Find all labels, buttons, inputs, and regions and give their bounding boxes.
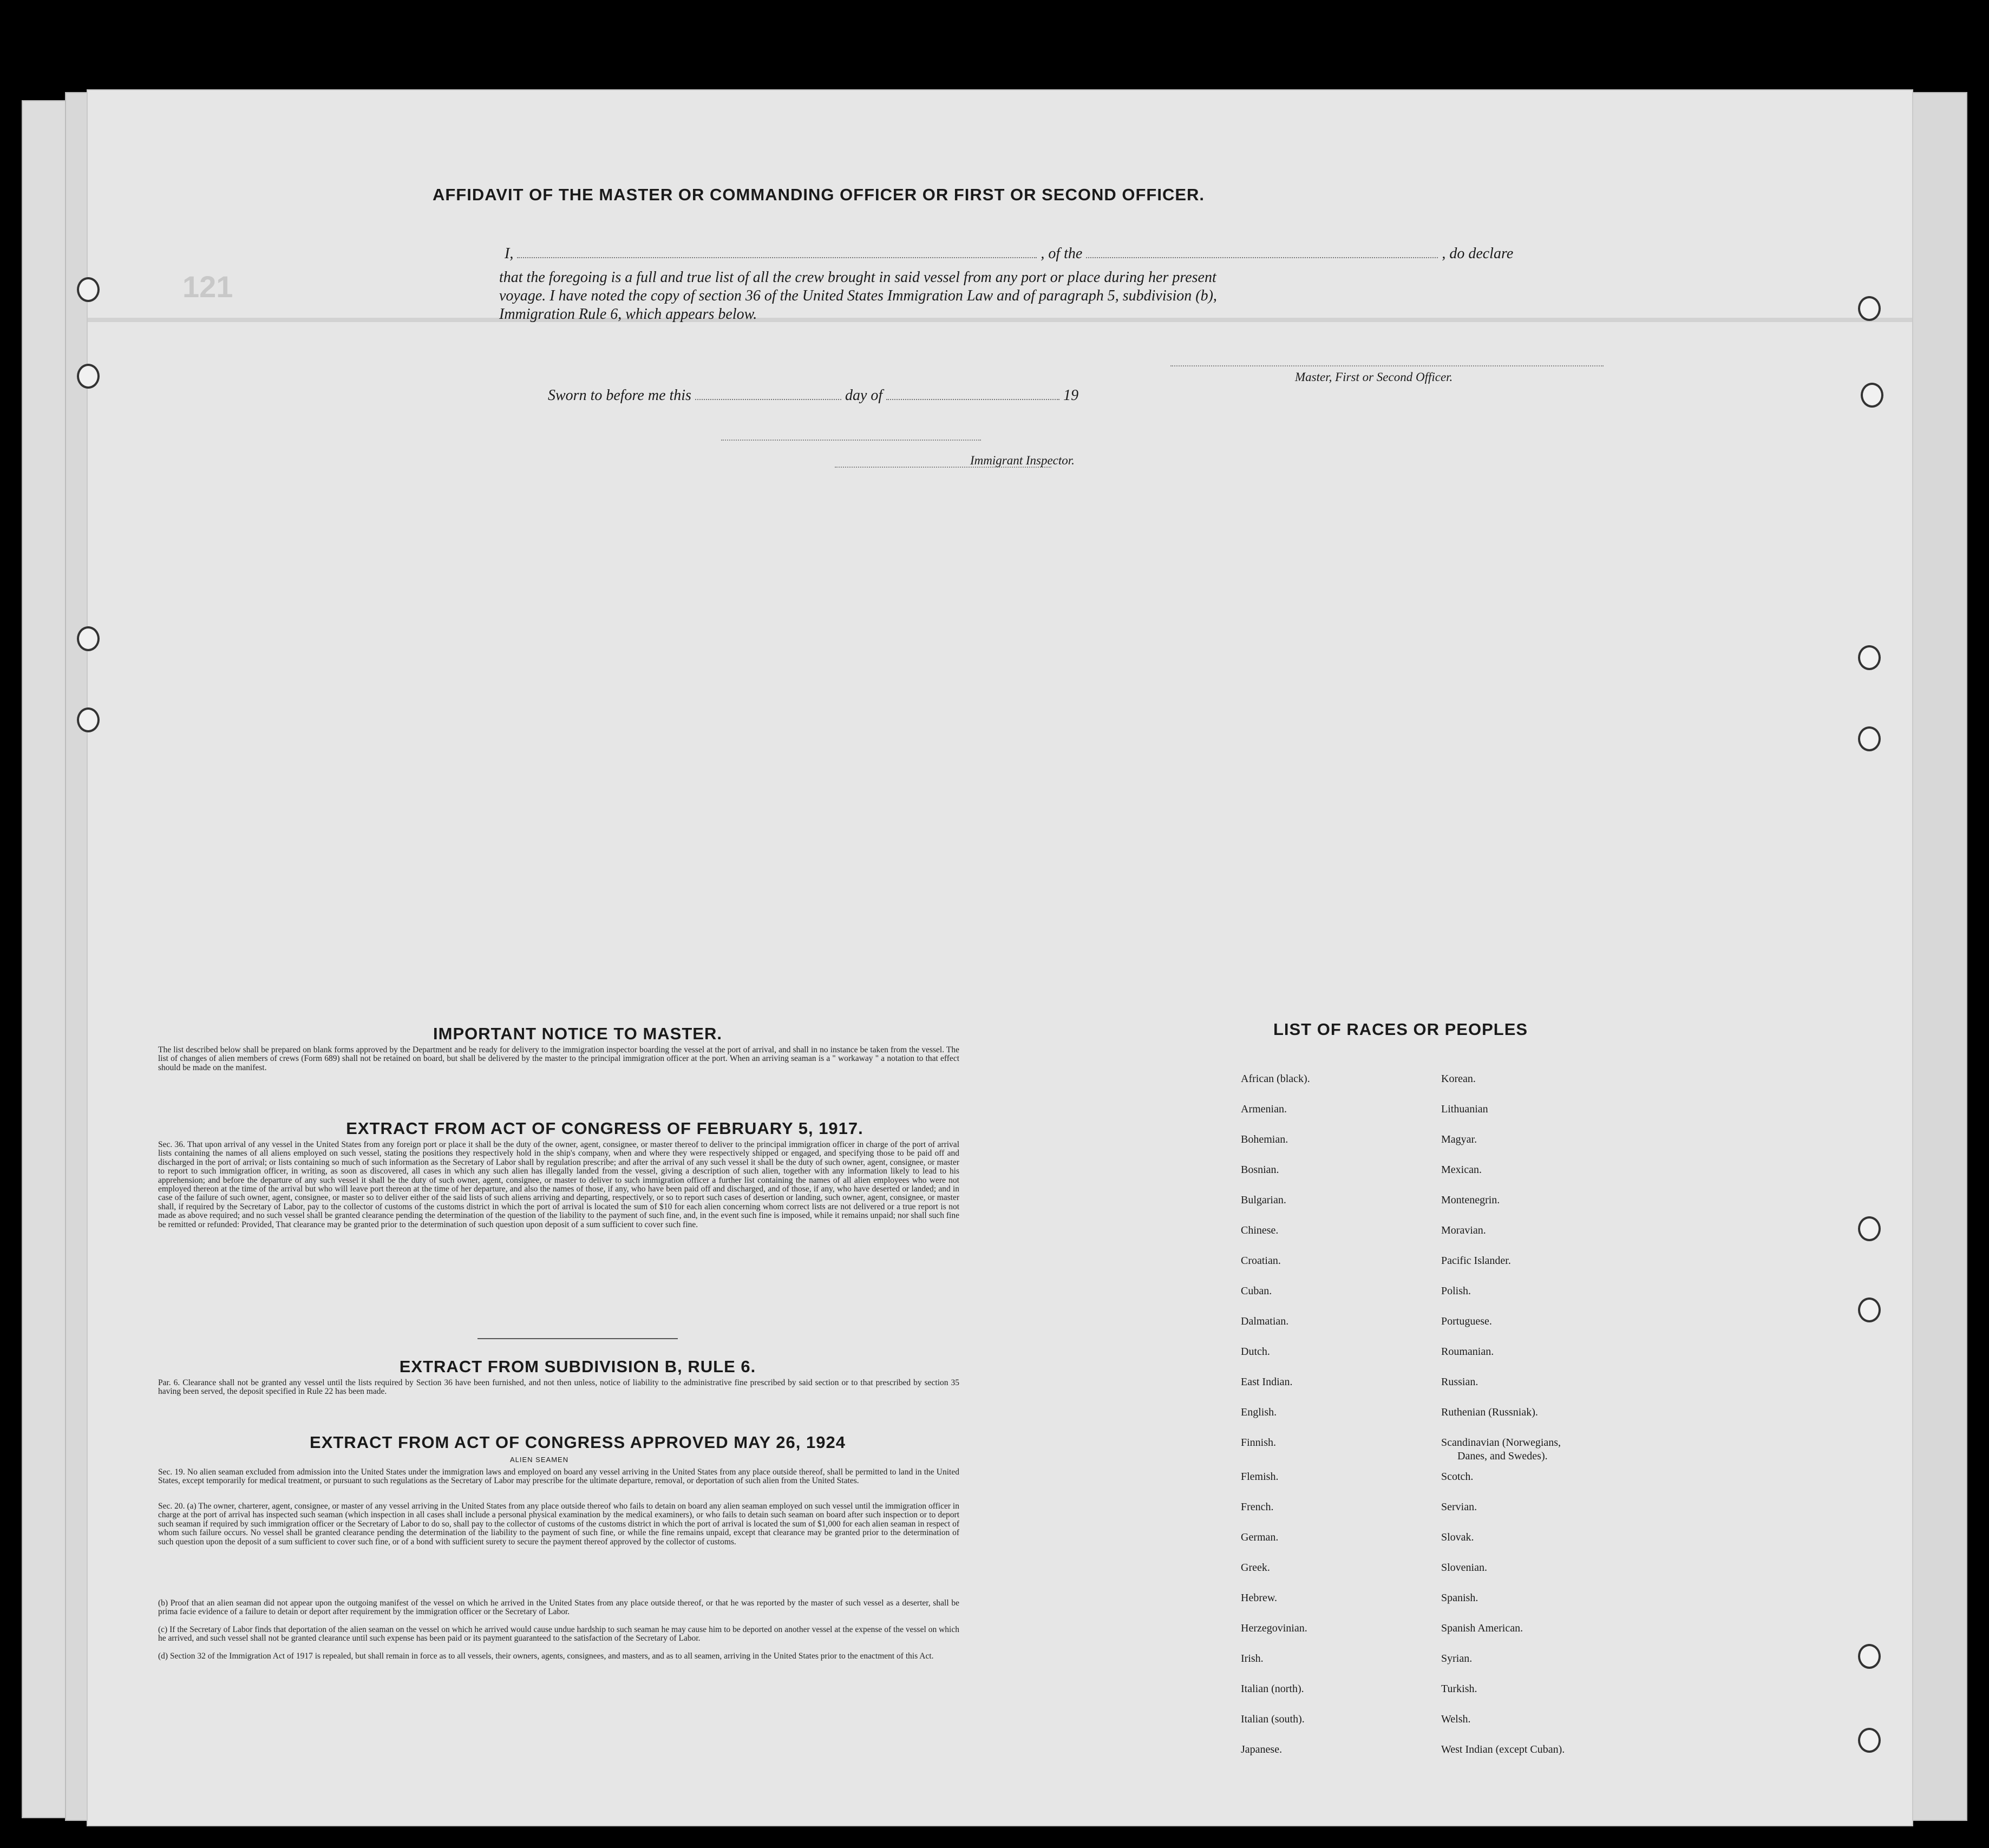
extract-rule6-title: EXTRACT FROM SUBDIVISION B, RULE 6. — [399, 1357, 756, 1376]
race-item: African (black). — [1241, 1073, 1310, 1085]
race-item: Mexican. — [1441, 1164, 1482, 1176]
affidavit-text-line: voyage. I have noted the copy of section 36 of the United States Immigration Law and of paragraph 5, subdivision (b), — [499, 287, 1217, 304]
race-item: Scotch. — [1441, 1471, 1474, 1483]
sworn-day-blank[interactable] — [695, 387, 841, 400]
punch-hole — [1858, 1216, 1881, 1241]
punch-hole — [1861, 383, 1883, 408]
affidavit-text-line: that the foregoing is a full and true list of all the crew brought in said vessel from any port or place during her present — [499, 269, 1216, 286]
race-item: English. — [1241, 1406, 1277, 1418]
punch-hole — [1858, 296, 1881, 321]
punch-hole — [1858, 1728, 1881, 1753]
race-item: Japanese. — [1241, 1744, 1283, 1755]
affidavit-i: I, — [505, 245, 514, 262]
race-item: Lithuanian — [1441, 1103, 1488, 1115]
race-item: Bosnian. — [1241, 1164, 1279, 1176]
race-item: Roumanian. — [1441, 1346, 1494, 1358]
race-item: Armenian. — [1241, 1103, 1287, 1115]
extract-1924-sec19: Sec. 19. No alien seaman excluded from admission into the United States under the immigration laws and employed on board any vessel arriving in the United States from any place outside thereof, shall be permitted to land in the United States, except temporarily for medical treatment, or pursuant to such regulations as the Secretary of Labor may prescribe for the ultimate departure, removal, or deportation of such alien from the United States. — [158, 1467, 959, 1486]
race-item: Hebrew. — [1241, 1592, 1278, 1604]
race-item: East Indian. — [1241, 1376, 1293, 1388]
punch-hole — [77, 277, 100, 302]
punch-hole — [77, 626, 100, 651]
race-item: Welsh. — [1441, 1713, 1471, 1725]
race-item: Spanish. — [1441, 1592, 1478, 1604]
race-item: Polish. — [1441, 1285, 1471, 1297]
sworn-prefix: Sworn to before me this — [548, 387, 691, 404]
section-divider — [477, 1338, 678, 1339]
affidavit-of-the: , of the — [1041, 245, 1083, 262]
punch-hole — [1858, 1644, 1881, 1669]
race-item: Slovenian. — [1441, 1562, 1487, 1574]
extract-1924-sec20c: (c) If the Secretary of Labor finds that deportation of the alien seaman on the vessel on which he arrived would cause undue hardship to such seaman he may cause him to be deported on another vessel at the expense of the vessel on which he arrived, and such vessel shall not be granted clearance until such expense has been paid or its payment guaranteed to the satisfaction of the Secretary of Labor. — [158, 1625, 959, 1643]
race-item: Portuguese. — [1441, 1315, 1492, 1327]
extract-1924-subtitle: ALIEN SEAMEN — [510, 1456, 569, 1464]
race-item: Croatian. — [1241, 1255, 1281, 1267]
affidavit-title: AFFIDAVIT OF THE MASTER OR COMMANDING OFFICER OR FIRST OR SECOND OFFICER. — [432, 185, 1205, 204]
race-item: Magyar. — [1441, 1133, 1477, 1145]
race-item: Russian. — [1441, 1376, 1478, 1388]
race-item: Slovak. — [1441, 1531, 1474, 1543]
race-item: Italian (north). — [1241, 1683, 1304, 1695]
race-item: French. — [1241, 1501, 1274, 1513]
extract-1917-body: Sec. 36. That upon arrival of any vessel in the United States from any foreign port or place it shall be the duty of the owner, agent, consignee, or master thereof to deliver to the principal immigration officer in charge of the port of arrival lists containing the names of all aliens employed on such vessel, stating the positions they respectively hold in the ship's company, when and where they were respectively shipped or engaged, and specifying those to be paid off and discharged in the port of arrival; or lists containing so much of such information as the Secretary of Labor shall by regulation prescribe; and after the arrival of any such vessel it shall be the duty of such owner, agent, consignee, or master to report to such immigration officer, in writing, as soon as discovered, all cases in which any such alien has illegally landed from the vessel, giving a description of such alien, together with any information likely to lead to his apprehension; and before the departure of any such vessel it shall be the duty of such owner, agent, consignee, or master to deliver to such immigration officer a further list containing the names of all alien employees who were not employed thereon at the time of the arrival but who will leave port thereon at the time of her departure, and also the names of those, if any, who have been paid off and discharged, and of those, if any, who have deserted or landed; and in case of the failure of such owner, agent, consignee, or master so to deliver either of the said lists of such aliens arriving and departing, respectively, or so to report such cases of desertion or landing, such owner, agent, consignee, or master shall, if required by the Secretary of Labor, pay to the collector of customs of the customs district in which the port of arrival is located the sum of $10 for each alien concerning whom correct lists are not delivered or a true report is not made as above required; and no such vessel shall be granted clearance pending the determination of the question of the liability to the payment of such fine, and, in the event such fine is imposed, while it remains unpaid; nor shall such fine be remitted or refunded: Provided, That clearance may be granted prior to the determination of such question upon deposit of a sum sufficient to cover such fine. — [158, 1140, 959, 1229]
race-item: Dalmatian. — [1241, 1315, 1289, 1327]
race-item: West Indian (except Cuban). — [1441, 1744, 1565, 1755]
punch-hole — [77, 364, 100, 389]
extract-1924-sec20a: Sec. 20. (a) The owner, charterer, agent, consignee, or master of any vessel arriving in the United States from any place outside thereof who fails to detain on board any alien seaman employed on such vessel until the immigration officer in charge at the port of arrival has inspected such seaman (which inspection in all cases shall include a personal physical examination by the medical examiners), or who fails to detain such seaman on board after such inspection or to deport such seaman if required by such immigration officer or the Secretary of Labor to do so, shall pay to the collector of customs of the customs district in which the port of arrival is located the sum of $1,000 for each alien seaman in respect of whom such failure occurs. No vessel shall be granted clearance pending the determination of the liability to the payment of such fine, or while the fine remains unpaid, except that clearance may be granted prior to the determination of such question upon the deposit of a sum sufficient to cover such fine, or of a bond with sufficient surety to secure the payment thereof approved by the collector of customs. — [158, 1502, 959, 1546]
sworn-line — [548, 386, 1078, 405]
signature-line[interactable] — [1170, 365, 1604, 366]
inspector-caption: Immigrant Inspector. — [970, 454, 1075, 467]
race-item: Irish. — [1241, 1653, 1264, 1664]
race-item: Korean. — [1441, 1073, 1476, 1085]
notice-body: The list described below shall be prepared on blank forms approved by the Department and be ready for delivery to the immigration inspector boarding the vessel at the port of arrival, and shall in no instance be taken from the vessel. The list of changes of alien members of crews (Form 689) shall not be retained on board, but shall be delivered by the master to the principal immigration officer at the port. When an arriving seaman is a " workaway " a notation to that effect should be made on the manifest. — [158, 1045, 959, 1072]
punch-hole — [1858, 726, 1881, 751]
sworn-month-blank[interactable] — [886, 387, 1059, 400]
sworn-year: 19 — [1063, 387, 1079, 404]
races-title: LIST OF RACES OR PEOPLES — [1273, 1020, 1528, 1039]
punch-hole — [1858, 1297, 1881, 1322]
race-item-continuation: Danes, and Swedes). — [1457, 1450, 1548, 1462]
race-item: Turkish. — [1441, 1683, 1477, 1695]
bleed-through-band — [88, 318, 1912, 322]
punch-hole — [77, 707, 100, 732]
name-blank[interactable] — [517, 245, 1037, 258]
race-item: German. — [1241, 1531, 1279, 1543]
affidavit-declare: , do declare — [1442, 245, 1514, 262]
inspector-line-upper[interactable] — [721, 440, 981, 441]
race-item: Flemish. — [1241, 1471, 1279, 1483]
race-item: Dutch. — [1241, 1346, 1270, 1358]
race-item: Moravian. — [1441, 1224, 1486, 1236]
race-item: Greek. — [1241, 1562, 1270, 1574]
race-item: Finnish. — [1241, 1437, 1277, 1449]
extract-1924-sec20b: (b) Proof that an alien seaman did not appear upon the outgoing manifest of the vessel on which he arrived in the United States from any place outside thereof, or that he was reported by the master of such vessel as a deserter, shall be prima facie evidence of a failure to detain or deport after requirement by the immigration officer or the Secretary of Labor. — [158, 1598, 959, 1617]
race-item: Ruthenian (Russniak). — [1441, 1406, 1538, 1418]
sworn-day-of: day of — [845, 387, 883, 404]
race-item: Servian. — [1441, 1501, 1477, 1513]
race-item: Spanish American. — [1441, 1622, 1523, 1634]
affidavit-text-line: Immigration Rule 6, which appears below. — [499, 306, 757, 323]
race-item: Herzegovinian. — [1241, 1622, 1307, 1634]
race-item: Cuban. — [1241, 1285, 1272, 1297]
punch-hole — [1858, 645, 1881, 670]
vessel-blank[interactable] — [1086, 245, 1438, 258]
extract-rule6-body: Par. 6. Clearance shall not be granted any vessel until the lists required by Section 36 have been furnished, and not then unless, notice of liability to the administrative fine prescribed by said section or to that prescribed by section 35 having been served, the deposit specified in Rule 22 has been made. — [158, 1378, 959, 1397]
race-item: Pacific Islander. — [1441, 1255, 1511, 1267]
signature-caption: Master, First or Second Officer. — [1295, 370, 1453, 384]
document-page — [87, 89, 1913, 1826]
race-item: Syrian. — [1441, 1653, 1473, 1664]
race-item: Chinese. — [1241, 1224, 1279, 1236]
extract-1924-sec20d: (d) Section 32 of the Immigration Act of 1917 is repealed, but shall remain in force as to all vessels, their owners, agents, consignees, and masters, and as to all seamen, arriving in the United States prior to the enactment of this Act. — [158, 1652, 934, 1661]
notice-title: IMPORTANT NOTICE TO MASTER. — [433, 1024, 722, 1043]
bleed-through-number: 121 — [182, 270, 233, 304]
affidavit-declaration-line — [505, 245, 1620, 263]
race-item: Italian (south). — [1241, 1713, 1305, 1725]
race-item: Scandinavian (Norwegians, — [1441, 1437, 1561, 1449]
extract-1924-title: EXTRACT FROM ACT OF CONGRESS APPROVED MAY 26, 1924 — [310, 1433, 846, 1452]
race-item: Bulgarian. — [1241, 1194, 1286, 1206]
race-item: Montenegrin. — [1441, 1194, 1500, 1206]
extract-1917-title: EXTRACT FROM ACT OF CONGRESS OF FEBRUARY 5, 1917. — [346, 1119, 863, 1138]
race-item: Bohemian. — [1241, 1133, 1288, 1145]
